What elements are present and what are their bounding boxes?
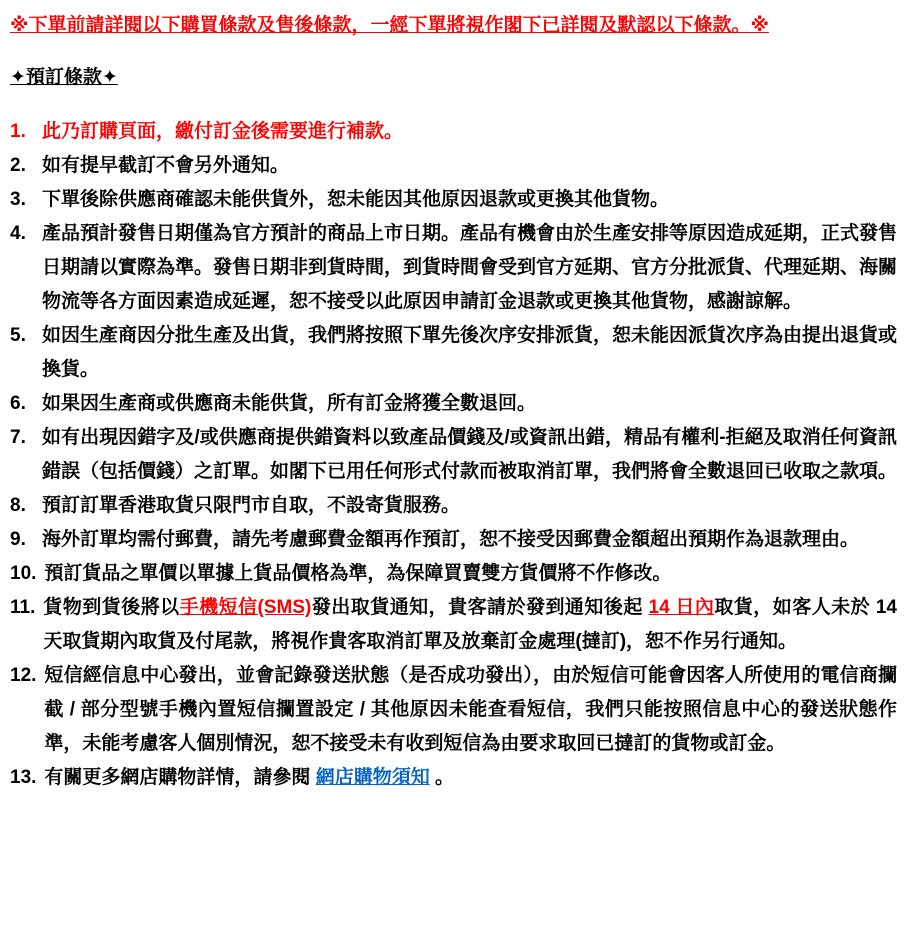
highlighted-text: 14 日內 (648, 597, 715, 619)
term-number: 5. (10, 325, 26, 347)
term-text (44, 659, 897, 761)
term-text (42, 149, 897, 183)
term-item (10, 489, 897, 523)
term-segment: 短信經信息中心發出，並會記錄發送狀態（是否成功發出），由於短信可能會因客人所使用的電信商攔截 / 部分型號手機內置短信攔置設定 / 其他原因未能查看短信，我們只能按照信息中心的發送狀態作準，未能考慮客人個別情況，恕不接受未有收到短信為由要求取回已撻訂的貨物或訂金。 (44, 665, 897, 755)
term-number: 3. (10, 189, 26, 211)
term-text (42, 319, 897, 387)
term-number: 4. (10, 223, 26, 245)
term-item (10, 387, 897, 421)
term-segment: 貨物到貨後將以 (43, 597, 180, 619)
term-item (10, 319, 897, 387)
term-item (10, 557, 897, 591)
term-segment: 預訂訂單香港取貨只限門市自取，不設寄貨服務。 (42, 495, 461, 517)
term-text (44, 557, 897, 591)
terms-title: ※下單前請詳閱以下購買條款及售後條款，一經下單將視作閣下已詳閱及默認以下條款。※ (10, 15, 769, 36)
term-number: 10. (10, 563, 37, 585)
highlighted-text: 手機短信(SMS) (179, 597, 312, 619)
term-number: 12. (10, 665, 37, 687)
term-text (42, 217, 897, 319)
term-text (42, 183, 897, 217)
store-shopping-notice-link[interactable]: 網店購物須知 (315, 767, 430, 789)
term-item (10, 591, 897, 659)
term-segment: 下單後除供應商確認未能供貨外，恕未能因其他原因退款或更換其他貨物。 (42, 189, 670, 211)
term-segment: 取貨，如客人未於 14 天取貨期內取貨及付尾款，將視作貴客取消訂單及放棄訂金處理(撻訂)，恕不作另行通知。 (43, 597, 897, 653)
term-segment: 如因生產商因分批生產及出貨，我們將按照下單先後次序安排派貨，恕未能因派貨次序為由提出退貨或換貨。 (42, 325, 898, 381)
term-item (10, 115, 897, 149)
term-number: 13. (10, 767, 37, 789)
term-item (10, 149, 897, 183)
term-text (44, 761, 897, 795)
term-item (10, 421, 897, 489)
terms-list (10, 115, 897, 795)
term-item (10, 659, 897, 761)
term-segment: 如果因生產商或供應商未能供貨，所有訂金將獲全數退回。 (42, 393, 537, 415)
term-item (10, 183, 897, 217)
term-number: 6. (10, 393, 26, 415)
term-item (10, 761, 897, 795)
term-segment: 預訂貨品之單價以單據上貨品價格為準，為保障買賣雙方貨價將不作修改。 (44, 563, 672, 585)
term-segment: 此乃訂購頁面，繳付訂金後需要進行補款。 (42, 121, 404, 143)
term-number: 9. (10, 529, 26, 551)
term-number: 7. (10, 427, 26, 449)
term-segment: 有關更多網店購物詳情，請參閱 (44, 767, 316, 789)
term-text (42, 523, 897, 557)
term-number: 8. (10, 495, 26, 517)
term-text (43, 591, 897, 659)
term-item (10, 523, 897, 557)
term-segment: 。 (429, 767, 454, 789)
term-text (42, 387, 897, 421)
preorder-terms-heading: ✦預訂條款✦ (10, 66, 118, 88)
term-segment: 產品預計發售日期僅為官方預計的商品上市日期。產品有機會由於生產安排等原因造成延期，正式發售日期請以實際為準。發售日期非到貨時間，到貨時間會受到官方延期、官方分批派貨、代理延期、海關物流等各方面因素造成延遲，恕不接受以此原因申請訂金退款或更換其他貨物，感謝諒解。 (42, 223, 898, 313)
term-segment: 發出取貨通知，貴客請於發到通知後起 (311, 597, 649, 619)
term-text (42, 489, 897, 523)
term-number: 11. (10, 597, 36, 619)
term-text (42, 421, 897, 489)
term-segment: 海外訂單均需付郵費，請先考慮郵費金額再作預訂，恕不接受因郵費金額超出預期作為退款理由。 (42, 529, 860, 551)
term-text (42, 115, 897, 149)
term-item (10, 217, 897, 319)
term-number: 1. (10, 121, 26, 143)
term-segment: 如有出現因錯字及/或供應商提供錯資料以致產品價錢及/或資訊出錯，精品有權利-拒絕及取消任何資訊錯誤（包括價錢）之訂單。如閣下已用任何形式付款而被取消訂單，我們將會全數退回已收取之款項。 (42, 427, 898, 483)
term-segment: 如有提早截訂不會另外通知。 (42, 155, 290, 177)
term-number: 2. (10, 155, 26, 177)
